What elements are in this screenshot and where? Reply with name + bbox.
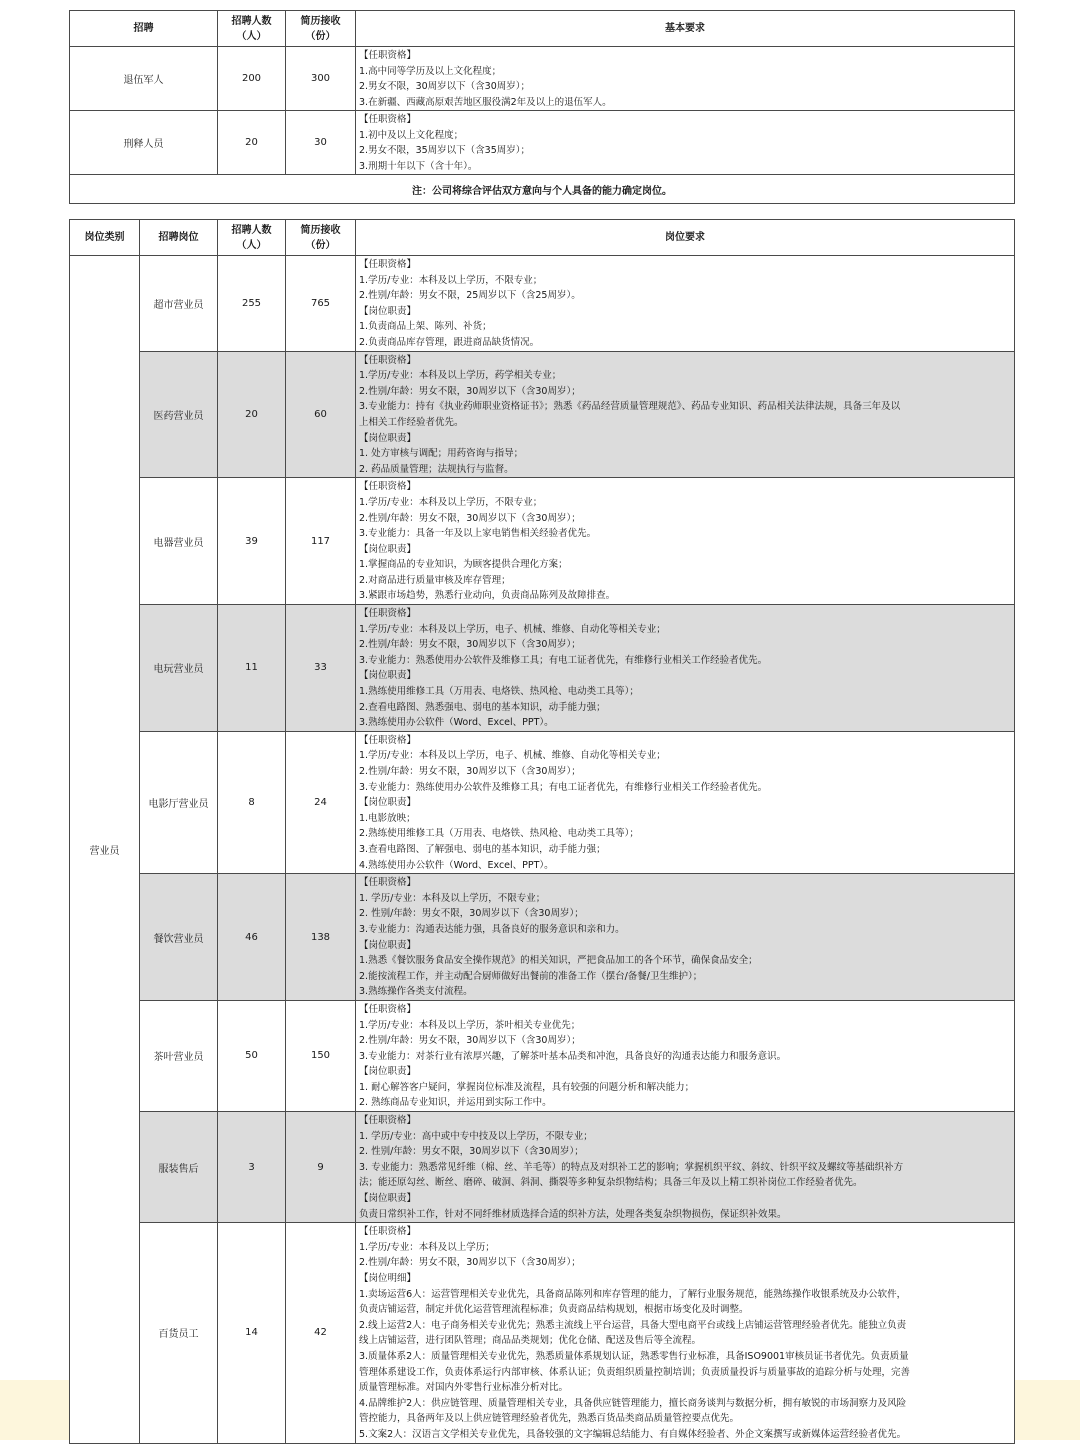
requirement-line: 3.紧跟市场趋势，熟悉行业动向，负责商品陈列及故障排查。: [359, 590, 616, 602]
position-name: 电器营业员: [140, 478, 218, 605]
requirement-line: 1. 处方审核与调配；用药咨询与指导；: [359, 448, 524, 460]
recruit-count: 200: [218, 47, 286, 111]
requirements-cell: [356, 351, 1015, 478]
recruit-count: 3: [218, 1112, 286, 1223]
header-basic-requirements: 基本要求: [356, 11, 1015, 47]
resume-count: 60: [286, 351, 356, 478]
recruitment-table-special: [69, 10, 1015, 204]
table-row: [70, 1223, 1015, 1443]
recruit-count: 255: [218, 256, 286, 352]
recruit-count: 8: [218, 731, 286, 873]
requirement-line: 1.初中及以上文化程度；: [359, 129, 464, 141]
requirement-line: 【岗位职责】: [359, 670, 417, 682]
requirement-line: 1.学历/专业：本科及以上学历，不限专业；: [359, 496, 543, 508]
position-name: 电影厅营业员: [140, 731, 218, 873]
recruit-count: 14: [218, 1223, 286, 1443]
requirement-line: 1. 学历/专业：高中或中专中技及以上学历，不限专业；: [359, 1130, 593, 1142]
resume-count: 30: [286, 111, 356, 175]
header-position: 招聘岗位: [140, 220, 218, 256]
recruit-count: 20: [218, 351, 286, 478]
requirement-line: 3.专业能力：对茶行业有浓厚兴趣，了解茶叶基本品类和冲泡，具备良好的沟通表达能力和服务意识。: [359, 1050, 787, 1062]
table-row: [70, 1000, 1015, 1111]
requirement-line: 3.专业能力：持有《执业药师职业资格证书》；熟悉《药品经营质量管理规范》、药品专业知识、药品相关法律法规，具备三年及以: [359, 401, 901, 413]
requirement-line: 2.性别/年龄：男女不限，30周岁以下（含30周岁）；: [359, 1035, 581, 1047]
table-note: 注：公司将综合评估双方意向与个人具备的能力确定岗位。: [70, 175, 1015, 204]
requirement-line: 1.熟悉《餐饮服务食品安全操作规范》的相关知识，严把食品加工的各个环节，确保食品安全；: [359, 955, 758, 967]
requirement-line: 1.学历/专业：本科及以上学历，电子、机械、维修、自动化等相关专业；: [359, 623, 666, 635]
requirement-line: 【任职资格】: [359, 354, 417, 366]
requirement-line: 【岗位职责】: [359, 432, 417, 444]
requirement-line: 【任职资格】: [359, 1115, 417, 1127]
requirement-line: 上相关工作经验者优先。: [359, 416, 464, 428]
requirement-line: 2.性别/年龄：男女不限，30周岁以下（含30周岁）；: [359, 766, 581, 777]
requirement-line: 【任职资格】: [359, 1003, 417, 1015]
requirements-cell: [356, 478, 1015, 605]
requirement-line: 2.查看电路图、熟悉强电、弱电的基本知识，动手能力强；: [359, 701, 606, 713]
requirement-line: 1. 耐心解答客户疑问，掌握岗位标准及流程，具有较强的问题分析和解决能力；: [359, 1081, 695, 1093]
resume-count: 765: [286, 256, 356, 352]
requirement-line: 【岗位职责】: [359, 1066, 417, 1078]
requirement-line: 1.卖场运营6人：运营管理相关专业优先，具备商品陈列和库存管理的能力，了解行业服务规范，能熟练操作收银系统及办公软件，: [359, 1288, 907, 1300]
position-name: 超市营业员: [140, 256, 218, 352]
requirement-line: 【任职资格】: [359, 114, 417, 125]
requirement-line: 2.负责商品库存管理，跟进商品缺货情况。: [359, 336, 540, 348]
requirements-cell: [356, 111, 1015, 175]
requirement-line: 2.熟练使用维修工具（万用表、电烙铁、热风枪、电动类工具等）；: [359, 828, 639, 840]
resume-count: 138: [286, 874, 356, 1001]
resume-count: 33: [286, 605, 356, 732]
requirements-cell: [356, 731, 1015, 873]
table-row: [70, 256, 1015, 352]
requirement-line: 1.掌握商品的专业知识，为顾客提供合理化方案；: [359, 559, 568, 571]
requirement-line: 负责日常织补工作，针对不同纤维材质选择合适的织补方法，处理各类复杂织物损伤，保证织补效果。: [359, 1208, 787, 1220]
requirement-line: 2.性别/年龄：男女不限，30周岁以下（含30周岁）；: [359, 512, 581, 524]
requirement-line: 法；能还原勾丝、断丝、磨碎、破洞、斜洞、撕裂等多种复杂织物结构；具备三年及以上精工织补岗位工作经验者优先。: [359, 1177, 863, 1189]
position-name: 电玩营业员: [140, 605, 218, 732]
position-name: 餐饮营业员: [140, 874, 218, 1001]
header-resumes: 简历接收 （份）: [286, 11, 356, 47]
requirement-line: 3.熟练使用办公软件（Word、Excel、PPT）。: [359, 717, 554, 729]
requirement-line: 【任职资格】: [359, 608, 417, 620]
requirement-line: 1.学历/专业：本科及以上学历；: [359, 1241, 495, 1253]
position-name: 茶叶营业员: [140, 1000, 218, 1111]
requirement-line: 3.在新疆、西藏高原艰苦地区服役满2年及以上的退伍军人。: [359, 96, 612, 108]
header-position-requirements: 岗位要求: [356, 220, 1015, 256]
table-row: [70, 351, 1015, 478]
requirement-line: 【任职资格】: [359, 259, 417, 270]
requirement-line: 1.电影放映；: [359, 812, 416, 824]
header-recruit: 招聘: [70, 11, 218, 47]
resume-count: 150: [286, 1000, 356, 1111]
requirements-cell: [356, 1000, 1015, 1111]
requirement-line: 2.线上运营2人：电子商务相关专业优先；熟悉主流线上平台运营，具备大型电商平台或线上店铺运营管理经验者优先。能独立负责: [359, 1319, 907, 1331]
table1-header-row: [70, 11, 1015, 47]
header-resumes: 简历接收 （份）: [286, 220, 356, 256]
requirement-line: 5.文案2人：汉语言文学相关专业优先，具备较强的文字编辑总结能力、有自媒体经验者、外企文案撰写或新媒体运营经验者优先。: [359, 1428, 907, 1440]
table-row: [70, 478, 1015, 605]
requirement-line: 1.学历/专业：本科及以上学历，电子、机械、维修、自动化等相关专业；: [359, 750, 666, 762]
table-row: [70, 874, 1015, 1001]
recruit-type: 退伍军人: [70, 47, 218, 111]
requirements-cell: [356, 1112, 1015, 1223]
requirement-line: 3.专业能力：具备一年及以上家电销售相关经验者优先。: [359, 528, 597, 540]
requirements-cell: [356, 605, 1015, 732]
recruit-count: 11: [218, 605, 286, 732]
requirement-line: 3.质量体系2人：质量管理相关专业优先，熟悉质量体系规划认证，熟悉零售行业标准，具备ISO9001审核员证书者优先。负责质量: [359, 1350, 909, 1362]
recruit-type: 刑释人员: [70, 111, 218, 175]
requirement-line: 2. 熟练商品专业知识，并运用到实际工作中。: [359, 1097, 552, 1109]
requirement-line: 2. 药品质量管理；法规执行与监督。: [359, 463, 514, 475]
header-count: 招聘人数 （人）: [218, 220, 286, 256]
requirement-line: 1.学历/专业：本科及以上学历，茶叶相关专业优先；: [359, 1019, 581, 1031]
requirement-line: 1.熟练使用维修工具（万用表、电烙铁、热风枪、电动类工具等）；: [359, 686, 639, 698]
table1-note-row: [70, 175, 1015, 204]
resume-count: 24: [286, 731, 356, 873]
requirement-line: 2.对商品进行质量审核及库存管理；: [359, 574, 511, 586]
requirement-line: 4.品牌维护2人：供应链管理、质量管理相关专业，具备供应链管理能力，擅长商务谈判与数据分析，拥有敏锐的市场洞察力及风险: [359, 1397, 907, 1409]
position-name: 医药营业员: [140, 351, 218, 478]
requirement-line: 3.熟练操作各类支付流程。: [359, 986, 473, 998]
requirement-line: 【岗位职责】: [359, 939, 417, 951]
requirement-line: 负责店铺运营，制定并优化运营管理流程标准；负责商品结构规划，根据市场变化及时调整。: [359, 1304, 749, 1316]
requirement-line: 3.查看电路图、了解强电、弱电的基本知识，动手能力强；: [359, 843, 606, 855]
requirement-line: 3. 专业能力：熟悉常见纤维（棉、丝、羊毛等）的特点及对织补工艺的影响；掌握机织平纹、斜纹、针织平纹及螺纹等基础织补方: [359, 1161, 904, 1173]
requirement-line: 3.刑期十年以下（含十年）。: [359, 160, 478, 172]
requirement-line: 【岗位职责】: [359, 305, 417, 317]
requirement-line: 线上店铺运营，进行团队管理；商品品类规划；优化仓储、配送及售后等全流程。: [359, 1335, 702, 1347]
recruitment-table-sales: [69, 219, 1015, 1444]
requirement-line: 【任职资格】: [359, 50, 417, 61]
requirement-line: 2.男女不限，30周岁以下（含30周岁）；: [359, 81, 530, 92]
recruit-count: 50: [218, 1000, 286, 1111]
requirement-line: 2.男女不限，35周岁以下（含35周岁）；: [359, 145, 530, 156]
requirement-line: 2.能按流程工作，并主动配合厨师做好出餐前的准备工作（摆台/备餐/卫生维护）；: [359, 970, 703, 982]
requirement-line: 管理体系建设工作，负责体系运行内部审核、体系认证；负责组织质量控制培训；负责质量投诉与质量事故的追踪分析与处理，完善: [359, 1366, 911, 1378]
requirement-line: 管控能力，具备两年及以上供应链管理经验者优先，熟悉百货品类商品质量管控要点优先。: [359, 1413, 740, 1425]
table-row: [70, 1112, 1015, 1223]
requirement-line: 1.学历/专业：本科及以上学历，药学相关专业；: [359, 370, 562, 382]
requirement-line: 2.性别/年龄：男女不限，30周岁以下（含30周岁）；: [359, 385, 581, 397]
requirement-line: 【岗位明细】: [359, 1273, 417, 1284]
requirement-line: 【岗位职责】: [359, 1193, 417, 1205]
header-count: 招聘人数 （人）: [218, 11, 286, 47]
requirement-line: 【岗位职责】: [359, 797, 417, 809]
table-row: [70, 605, 1015, 732]
requirement-line: 【岗位职责】: [359, 543, 417, 555]
requirement-line: 2.性别/年龄：男女不限，30周岁以下（含30周岁）；: [359, 639, 581, 651]
table-row: [70, 731, 1015, 873]
table-row: [70, 47, 1015, 111]
requirement-line: 【任职资格】: [359, 481, 417, 493]
position-name: 百货员工: [140, 1223, 218, 1443]
requirements-cell: [356, 874, 1015, 1001]
requirement-line: 1.负责商品上架、陈列、补货；: [359, 321, 492, 333]
requirement-line: 【任职资格】: [359, 877, 417, 889]
requirement-line: 【任职资格】: [359, 734, 417, 746]
requirement-line: 2.性别/年龄：男女不限，30周岁以下（含30周岁）；: [359, 1257, 581, 1269]
requirement-line: 1. 学历/专业：本科及以上学历，不限专业；: [359, 892, 546, 904]
requirement-line: 3.专业能力：沟通表达能力强，具备良好的服务意识和亲和力。: [359, 923, 625, 935]
requirement-line: 【任职资格】: [359, 1226, 417, 1238]
requirements-cell: [356, 256, 1015, 352]
requirement-line: 质量管理标准。对国内外零售行业标准分析对比。: [359, 1382, 569, 1394]
resume-count: 9: [286, 1112, 356, 1223]
requirement-line: 3.专业能力：熟练使用办公软件及维修工具；有电工证者优先，有维修行业相关工作经验者优先。: [359, 781, 768, 793]
resume-count: 117: [286, 478, 356, 605]
resume-count: 300: [286, 47, 356, 111]
resume-count: 42: [286, 1223, 356, 1443]
table-row: [70, 111, 1015, 175]
header-category: 岗位类别: [70, 220, 140, 256]
position-name: 服装售后: [140, 1112, 218, 1223]
requirements-cell: [356, 47, 1015, 111]
requirement-line: 2.性别/年龄：男女不限，25周岁以下（含25周岁）。: [359, 290, 581, 302]
table2-header-row: [70, 220, 1015, 256]
recruit-count: 46: [218, 874, 286, 1001]
requirement-line: 2. 性别/年龄：男女不限，30周岁以下（含30周岁）；: [359, 1146, 584, 1158]
requirement-line: 3.专业能力：熟悉使用办公软件及维修工具；有电工证者优先，有维修行业相关工作经验者优先。: [359, 654, 768, 666]
requirement-line: 4.熟练使用办公软件（Word、Excel、PPT）。: [359, 859, 554, 871]
requirement-line: 2. 性别/年龄：男女不限，30周岁以下（含30周岁）；: [359, 908, 584, 920]
recruit-count: 20: [218, 111, 286, 175]
requirement-line: 1.学历/专业：本科及以上学历，不限专业；: [359, 274, 543, 286]
requirements-cell: [356, 1223, 1015, 1443]
requirement-line: 1.高中同等学历及以上文化程度；: [359, 65, 502, 77]
position-category: 营业员: [70, 256, 140, 1444]
recruit-count: 39: [218, 478, 286, 605]
